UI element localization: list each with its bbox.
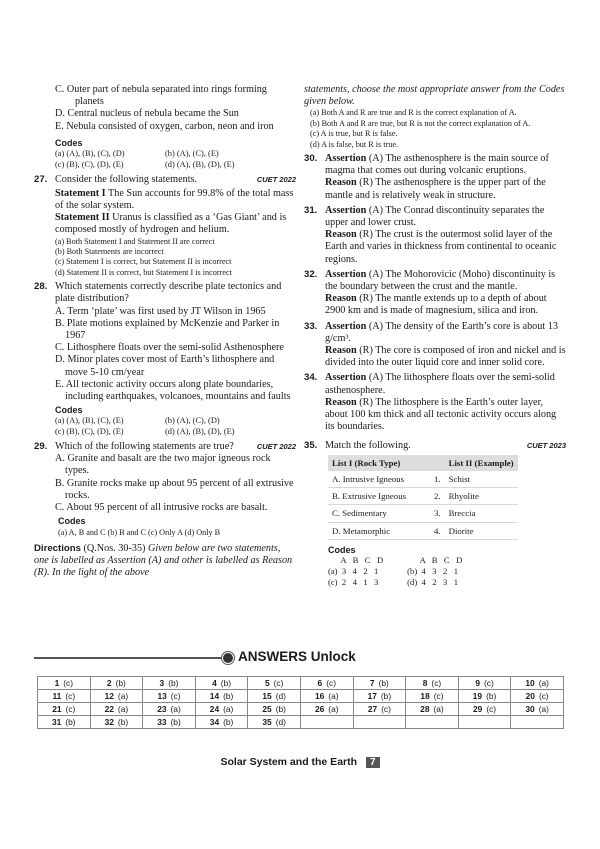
page-footer <box>0 756 600 768</box>
right-column <box>304 84 566 587</box>
q27-option-a: (a) Both Statement I and Statement II are correct <box>55 236 215 246</box>
answers-title: ANSWERS Unlock <box>238 649 356 664</box>
answer-cell: 14 (b) <box>195 690 248 703</box>
chapter-title: Solar System and the Earth <box>220 756 358 768</box>
answer-cell: 4 (b) <box>195 677 248 690</box>
divider <box>34 657 224 659</box>
exam-tag: CUET 2022 <box>256 442 296 452</box>
answer-cell: 27 (c) <box>353 703 406 716</box>
answer-cell: 1 (c) <box>38 677 91 690</box>
list-ii-header: List II (Example) <box>445 455 518 471</box>
answer-cell: 9 (c) <box>458 677 511 690</box>
match-table <box>328 455 518 540</box>
answer-cell: 26 (a) <box>300 703 353 716</box>
answer-cell: 32 (b) <box>90 716 143 729</box>
ar-option-d: (d) A is false, but R is true. <box>310 139 399 149</box>
answer-cell <box>406 716 459 729</box>
q26-codes-label: Codes <box>55 137 83 148</box>
q26-option-d: D. Central nucleus of nebula became the Sun <box>55 108 239 120</box>
question-28: 28. Which statements correctly describe plate tectonics and plate distribution? A. Term ‘plate’ was first used by JT Wilson in 1965 B. Plate motions explained by McKenzie and Parker in 1967 C. Lithosphere floats over the semi-solid Asthenosphere D. Minor plates cover most of Earth’s lithosphere and move 5-10 cm/year E. All tectonic activity occurs along plate boundaries, including earthquakes, volcanoes, mountains and faults Codes (a) (A), (B), (C), (E) (b) (A), (C), (D) (c) (B), (C), (D), (E) (d) (A), (B), (D), (E) <box>34 281 296 438</box>
q26-option-c: C. Outer part of nebula separated into rings forming planets <box>55 84 267 108</box>
list-i-header: List I (Rock Type) <box>328 455 445 471</box>
answer-cell: 16 (a) <box>300 690 353 703</box>
ar-option-c: (c) A is true, but R is false. <box>310 129 398 139</box>
code-option: (d) (A), (B), (D), (E) <box>165 159 235 169</box>
answer-row <box>38 690 564 703</box>
q35-codes: Codes A B C D (a) 3 4 2 1 (c) 2 4 1 3 A B C D (b) 4 3 2 1 (d) 4 2 3 1 <box>328 544 463 587</box>
answer-row <box>38 703 564 716</box>
answer-cell: 22 (a) <box>90 703 143 716</box>
answer-cell: 10 (a) <box>511 677 564 690</box>
directions: Directions (Q.Nos. 30-35) Given below are two statements, one is labelled as Assertion (A) and other is labelled as Reason (R). In the light of the above <box>34 542 293 579</box>
answer-cell: 23 (a) <box>143 703 196 716</box>
question-32: 32. Assertion (A) The Mohorovicic (Moho) discontinuity is the boundary between the crust and the mantle. Reason (R) The mantle extends up to a depth of about 2900 km and is made of magnesium, silica and iron. <box>304 268 556 317</box>
answer-key-table <box>37 676 564 729</box>
answer-cell: 12 (a) <box>90 690 143 703</box>
answer-cell: 2 (b) <box>90 677 143 690</box>
answer-cell: 19 (b) <box>458 690 511 703</box>
table-row: A. Intrusive Igneous 1. Schist <box>328 471 518 488</box>
bullet-icon <box>222 652 234 664</box>
q27-option-c: (c) Statement I is correct, but Statement II is incorrect <box>55 257 232 267</box>
q26-codes <box>34 149 296 171</box>
answer-cell: 11 (c) <box>38 690 91 703</box>
answer-cell <box>353 716 406 729</box>
answer-cell: 15 (d) <box>248 690 301 703</box>
ar-option-a: (a) Both A and R are true and R is the correct explanation of A. <box>310 108 517 118</box>
answer-cell: 35 (d) <box>248 716 301 729</box>
answer-cell: 13 (c) <box>143 690 196 703</box>
answer-cell <box>511 716 564 729</box>
answer-cell: 31 (b) <box>38 716 91 729</box>
question-30: 30. Assertion (A) The asthenosphere is the main source of magma that comes out during volcanic eruptions. Reason (R) The asthenosphere is the upper part of the mantle and is relatively weak in structure. <box>304 153 549 201</box>
answer-cell: 17 (b) <box>353 690 406 703</box>
exam-tag: CUET 2023 <box>526 440 566 450</box>
answer-cell: 33 (b) <box>143 716 196 729</box>
question-34: 34. Assertion (A) The lithosphere floats over the semi-solid asthenosphere. Reason (R) The lithosphere is the Earth’s outer layer, about 100 km thick and all tectonic activity occurs along its boundaries. <box>304 372 557 433</box>
answer-cell: 24 (a) <box>195 703 248 716</box>
left-column <box>34 84 296 580</box>
answer-cell: 20 (c) <box>511 690 564 703</box>
answer-cell: 29 (c) <box>458 703 511 716</box>
question-27: 27. CUET 2022 Consider the following statements. Statement I The Sun accounts for 99.8% of the total mass of the solar system. Statement II Uranus is classified as a ‘Gas Giant’ and is composed mostly of hydrogen and helium. (a) Both Statement I and Statement II are correct (b) Both Statements are incorrect (c) Statement I is correct, but Statement II is incorrect (d) Statement II is correct, but Statement I is incorrect <box>34 173 296 277</box>
answer-cell: 7 (b) <box>353 677 406 690</box>
table-row: D. Metamorphic 4. Diorite <box>328 522 518 539</box>
q27-option-d: (d) Statement II is correct, but Statement I is incorrect <box>55 267 232 277</box>
code-option: (b) (A), (C), (E) <box>165 149 219 159</box>
answer-cell <box>458 716 511 729</box>
answer-cell: 3 (b) <box>143 677 196 690</box>
q26-option-e: E. Nebula consisted of oxygen, carbon, neon and iron <box>55 120 274 132</box>
code-option: (a) (A), (B), (C), (D) <box>55 149 125 159</box>
table-row: C. Sedimentary 3. Breccia <box>328 505 518 522</box>
answer-cell: 34 (b) <box>195 716 248 729</box>
q27-option-b: (b) Both Statements are incorrect <box>55 247 164 257</box>
answer-cell: 25 (b) <box>248 703 301 716</box>
question-29: 29. CUET 2022 Which of the following statements are true? A. Granite and basalt are the two major igneous rock types. B. Granite rocks make up about 95 percent of all extrusive rocks. C. About 95 percent of all intrusive rocks are basalt. Codes (a) A, B and C (b) B and C (c) Only A (d) Only B <box>34 441 296 537</box>
answer-cell: 30 (a) <box>511 703 564 716</box>
answer-cell: 18 (c) <box>406 690 459 703</box>
answer-cell: 5 (c) <box>248 677 301 690</box>
answers-header <box>34 649 566 665</box>
question-35: 35. CUET 2023 Match the following. <box>304 439 566 451</box>
answer-cell: 21 (c) <box>38 703 91 716</box>
table-row: B. Extrusive Igneous 2. Rhyolite <box>328 488 518 505</box>
answer-cell: 8 (c) <box>406 677 459 690</box>
answer-cell <box>300 716 353 729</box>
q28-codes: (a) (A), (B), (C), (E) (b) (A), (C), (D) (c) (B), (C), (D), (E) (d) (A), (B), (D), (E) <box>55 416 235 437</box>
question-33: 33. Assertion (A) The density of the Earth’s core is about 13 g/cm³. Reason (R) The core is composed of iron and nickel and is divided into the outer liquid core and inner solid core. <box>304 320 566 369</box>
code-option: (c) (B), (C), (D), (E) <box>55 159 124 169</box>
exam-tag: CUET 2022 <box>256 174 296 184</box>
answer-cell: 6 (c) <box>300 677 353 690</box>
question-31: 31. Assertion (A) The Conrad discontinuity separates the upper and lower crust. Reason (R) The crust is the outermost solid layer of the Earth and varies in thickness from continental to oceanic regions. <box>304 204 557 265</box>
page-number: 7 <box>366 757 380 768</box>
answer-row <box>38 677 564 690</box>
answer-cell: 28 (a) <box>406 703 459 716</box>
directions-continued: statements, choose the most appropriate answer from the Codes given below. <box>304 84 565 108</box>
answer-row <box>38 716 564 729</box>
ar-option-b: (b) Both A and R are true, but R is not the correct explanation of A. <box>310 118 531 128</box>
